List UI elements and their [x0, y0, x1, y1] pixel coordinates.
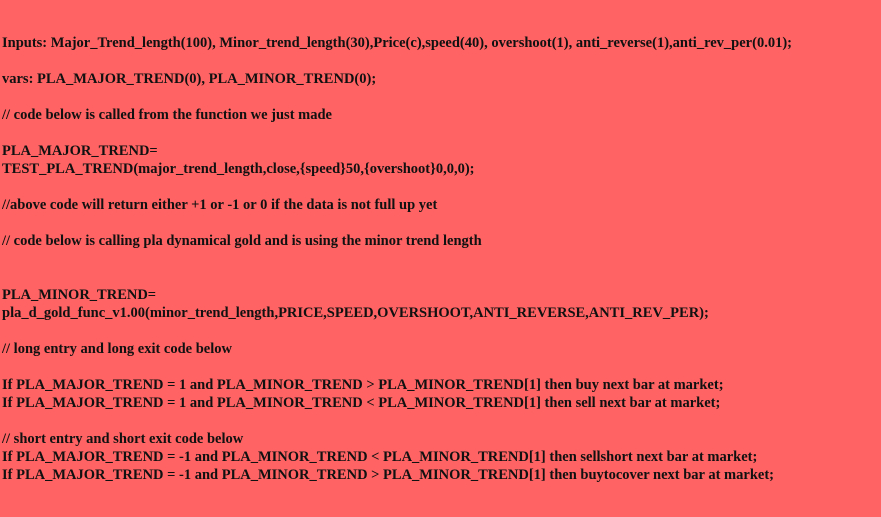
comment-line: // short entry and short exit code below — [2, 431, 244, 447]
comment-line: // long entry and long exit code below — [2, 341, 232, 357]
vars-line: vars: PLA_MAJOR_TREND(0), PLA_MINOR_TREND(0); — [2, 71, 377, 87]
long-entry-line: If PLA_MAJOR_TREND = 1 and PLA_MINOR_TREND > PLA_MINOR_TREND[1] then buy next bar at market; — [2, 377, 724, 393]
short-exit-line: If PLA_MAJOR_TREND = -1 and PLA_MINOR_TREND > PLA_MINOR_TREND[1] then buytocover next bar at market; — [2, 467, 774, 483]
major-trend-assign-line: PLA_MAJOR_TREND= — [2, 143, 158, 159]
inputs-line: Inputs: Major_Trend_length(100), Minor_trend_length(30),Price(c),speed(40), overshoot(1), anti_reverse(1),anti_rev_per(0.01); — [2, 35, 792, 51]
comment-line: // code below is called from the function we just made — [2, 107, 332, 123]
major-trend-call-line: TEST_PLA_TREND(major_trend_length,close,{speed}50,{overshoot}0,0,0); — [2, 161, 475, 177]
minor-trend-call-line: pla_d_gold_func_v1.00(minor_trend_length,PRICE,SPEED,OVERSHOOT,ANTI_REVERSE,ANTI_REV_PER); — [2, 305, 709, 321]
short-entry-line: If PLA_MAJOR_TREND = -1 and PLA_MINOR_TREND < PLA_MINOR_TREND[1] then sellshort next bar at market; — [2, 449, 758, 465]
comment-line: //above code will return either +1 or -1 or 0 if the data is not full up yet — [2, 197, 438, 213]
long-exit-line: If PLA_MAJOR_TREND = 1 and PLA_MINOR_TREND < PLA_MINOR_TREND[1] then sell next bar at market; — [2, 395, 721, 411]
comment-line: // code below is calling pla dynamical gold and is using the minor trend length — [2, 233, 482, 249]
minor-trend-assign-line: PLA_MINOR_TREND= — [2, 287, 157, 303]
